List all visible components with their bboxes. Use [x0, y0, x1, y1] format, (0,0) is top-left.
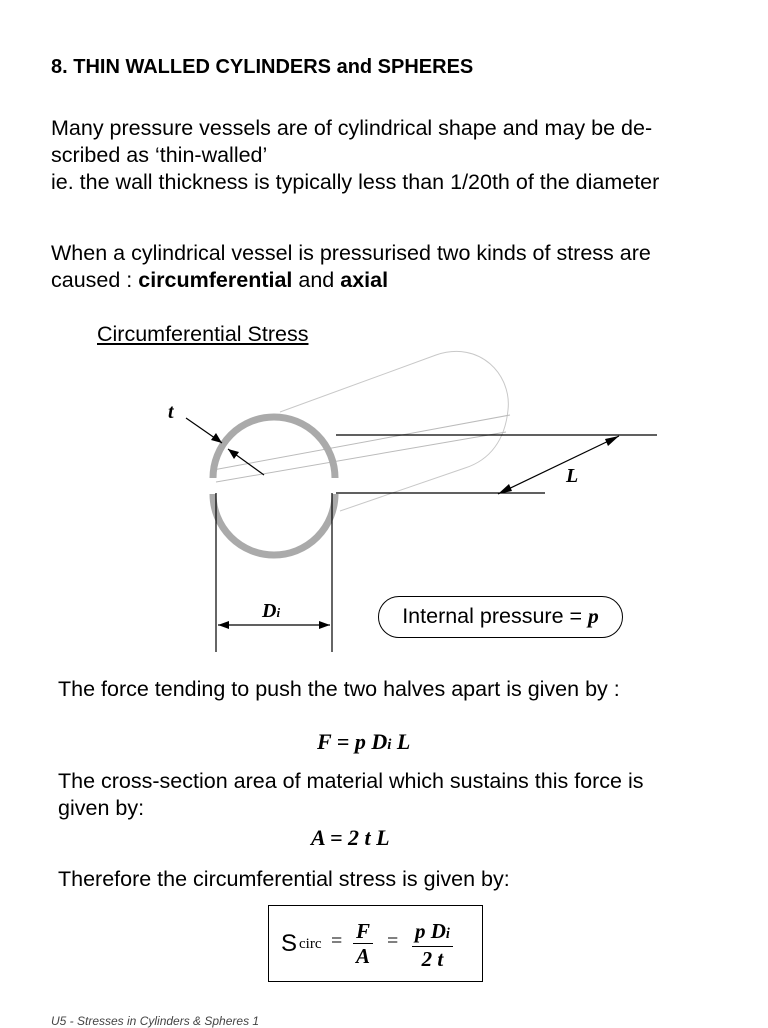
fraction-denominator-2t: 2 t — [421, 947, 444, 971]
and-word: and — [292, 268, 341, 292]
therefore-text: Therefore the circumferential stress is given by: — [58, 867, 510, 891]
area-description — [58, 768, 644, 822]
intro-paragraph — [51, 115, 659, 196]
stress-types-line-1: When a cylindrical vessel is pressurised two kinds of stress are — [51, 241, 651, 265]
intro-line-3: ie. the wall thickness is typically less than 1/20th of the diameter — [51, 170, 660, 194]
stress-types-paragraph — [51, 240, 651, 294]
thickness-label: t — [168, 401, 174, 423]
length-label: L — [566, 465, 579, 487]
caused-prefix: caused : — [51, 268, 139, 292]
force-description: The force tending to push the two halves apart is given by : — [58, 677, 620, 701]
force-equation — [317, 729, 410, 755]
circumferential-term: circumferential — [138, 268, 293, 292]
fraction-numerator-pdi: p Di — [412, 919, 453, 947]
fraction-denominator-a: A — [356, 944, 371, 968]
sigma-subscript: circ — [299, 936, 322, 952]
wall-lower-half — [213, 494, 335, 555]
area-equation: A = 2 t L — [311, 825, 390, 850]
page-footer: U5 - Stresses in Cylinders & Spheres 1 — [51, 1014, 260, 1028]
f-over-a-fraction — [353, 919, 373, 968]
wall-upper-half — [213, 417, 335, 478]
axial-term: axial — [340, 268, 389, 292]
intro-line-2: scribed as ‘thin-walled’ — [51, 143, 268, 167]
equals-sign-1: = — [331, 930, 343, 952]
fraction-numerator-f: F — [353, 919, 373, 944]
stress-formula-box — [268, 905, 483, 982]
pressure-text: Internal pressure = — [402, 604, 589, 628]
stress-types-line-2 — [51, 267, 651, 294]
area-line-2: given by: — [58, 796, 145, 820]
sigma-symbol: S — [281, 930, 298, 957]
cylinder-outline — [213, 351, 510, 511]
section-title: Circumferential Stress — [97, 322, 309, 346]
force-equation-lhs: F = p D — [317, 729, 388, 754]
pdi-over-2t-fraction — [412, 919, 453, 971]
internal-pressure-label — [378, 596, 623, 638]
pressure-symbol: p — [588, 604, 599, 628]
force-equation-subscript: i — [387, 737, 392, 753]
equals-sign-2: = — [387, 930, 399, 952]
area-line-1: The cross-section area of material which sustains this force is — [58, 769, 644, 793]
diameter-label: Di — [262, 600, 281, 622]
page-heading: 8. THIN WALLED CYLINDERS and SPHERES — [51, 56, 474, 78]
force-equation-rhs: L — [391, 729, 411, 754]
intro-line-1: Many pressure vessels are of cylindrical shape and may be de- — [51, 116, 653, 140]
